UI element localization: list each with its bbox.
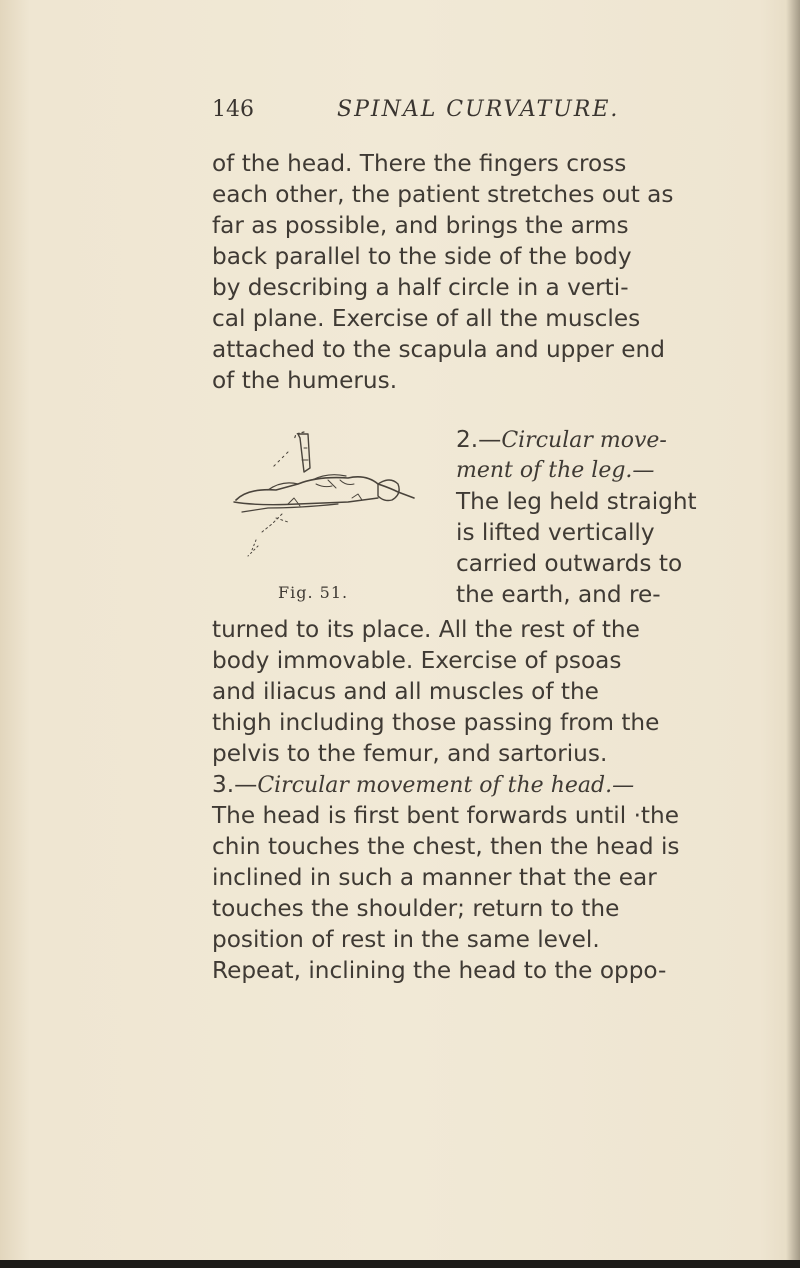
text-line: the earth, and re- [456,581,661,608]
text-line: back parallel to the side of the body [212,243,632,270]
text-line: inclined in such a manner that the ear [212,864,657,891]
section-2-text [456,424,732,610]
text-line: by describing a half circle in a verti- [212,274,629,301]
raised-leg [298,434,310,472]
section-3-heading-line [212,769,732,800]
motion-arc-left [272,452,288,468]
text-line: far as possible, and brings the arms [212,212,629,239]
text-line: position of rest in the same level. [212,926,600,953]
body-lower-outline [234,498,378,505]
text-line: is lifted vertically [456,519,655,546]
floor-shadow [242,504,338,512]
section-2-number: 2.— [456,426,502,453]
page-number: 146 [212,97,254,122]
section-2-heading-line [456,424,732,455]
text-line: turned to its place. All the rest of the [212,616,640,643]
text-line: of the head. There the fingers cross [212,150,627,177]
book-spine-shadow [786,0,800,1268]
text-line: body immovable. Exercise of psoas [212,647,622,674]
text-line: chin touches the chest, then the head is [212,833,680,860]
text-line: attached to the scapula and upper end [212,336,665,363]
section-3-heading: Circular movement of the head.— [257,773,635,798]
paragraph-continuation [212,148,732,396]
section-3-number: 3.— [212,771,258,798]
text-line: of the humerus. [212,367,398,394]
page-header [212,97,732,137]
text-line: and iliacus and all muscles of the [212,678,599,705]
text-line: touches the shoulder; return to the [212,895,620,922]
text-line: The head is first bent forwards until ·the [212,802,679,829]
page-bottom-edge [0,1260,800,1268]
text-line: The leg held straight [456,488,697,515]
section-2-heading: Circular move- [501,428,667,453]
section-2-heading-cont: ment of the leg.— [456,458,655,483]
text-line: thigh including those passing from the [212,709,660,736]
motion-arc-lower [262,514,288,532]
text-line: pelvis to the femur, and sartorius. [212,740,608,767]
text-line: each other, the patient stretches out as [212,181,674,208]
text-line: Repeat, inclining the head to the oppo- [212,957,667,984]
text-line: cal plane. Exercise of all the muscles [212,305,641,332]
figure-caption: Fig. 51. [278,583,349,602]
text-line: carried outwards to [456,550,683,577]
running-head: SPINAL CURVATURE. [337,97,620,122]
section-2-and-3-body [212,614,732,986]
figure-leg-illustration [228,428,436,588]
